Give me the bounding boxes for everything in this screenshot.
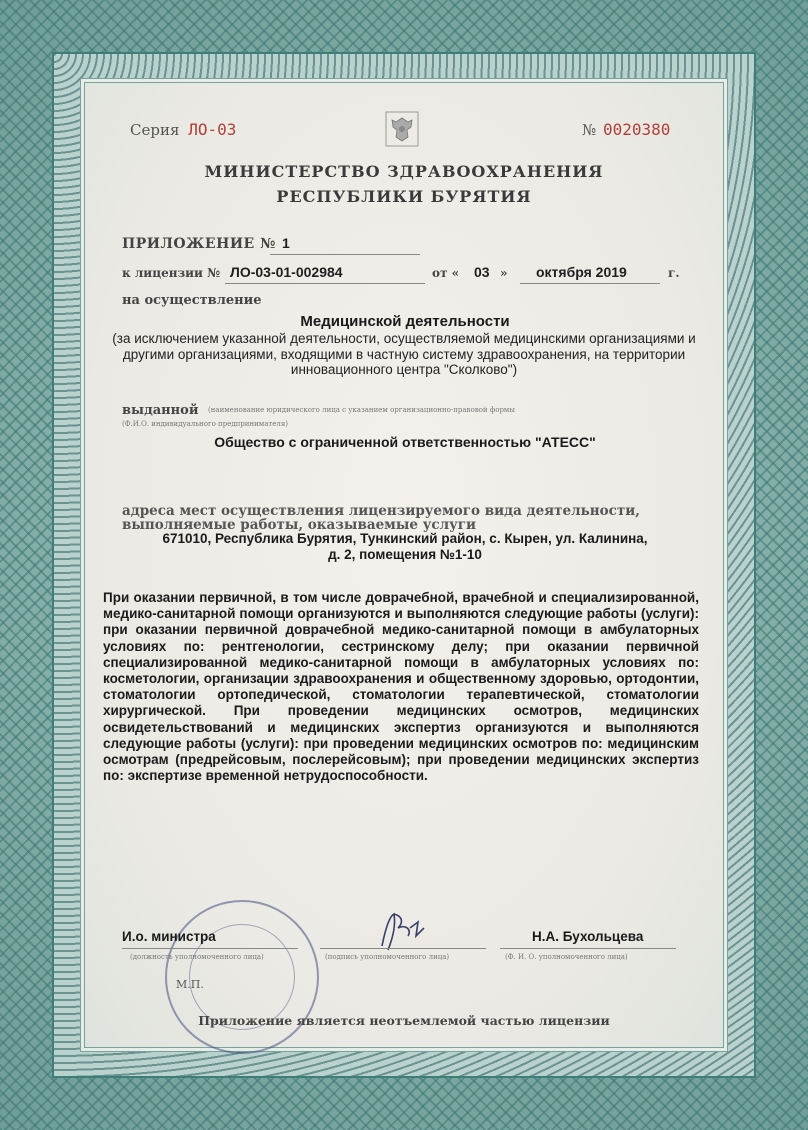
signatory-name: Н.А. Бухольцева (532, 929, 644, 944)
series-label: Серия (130, 121, 180, 139)
official-seal-stamp (165, 900, 319, 1054)
appendix-underline (270, 254, 420, 255)
activity-label: на осуществление (122, 293, 262, 308)
signatory-position: И.о. министра (122, 929, 216, 944)
activity-title: Медицинской деятельности (300, 313, 510, 330)
address-label-line1: адреса мест осуществления лицензируемого вида деятельности, (122, 503, 640, 519)
name-underline (500, 948, 676, 949)
footer-note: Приложение является неотъемлемой частью лицензии (198, 1013, 610, 1028)
license-year-suffix: г. (668, 266, 680, 280)
appendix-label: ПРИЛОЖЕНИЕ № (122, 236, 276, 252)
address-line2: д. 2, помещения №1-10 (328, 547, 482, 562)
licensed-works-description: При оказании первичной, в том числе доврачебной, врачебной и специализированной, медико-санитарной помощи организуются и выполняются следующие работы (услуги): при оказании первичной доврачебной медико-санитарной помощи в амбулаторных условиях по: рентгенологии, сестринскому делу; при оказании первичной специализированной медико-санитарной помощи в амбулаторных условиях по: косметологии, организации здравоохранения и общественному здоровью, ортодонтии, стоматологии ортопедической, стоматологии терапевтической, стоматологии хирургической. При проведении медицинских осмотров, медицинских освидетельствований и медицинских экспертиз организуются и выполняются следующие работы (услуги): при проведении медицинских осмотров по: медицинским осмотрам (предрейсовым, послерейсовым); при проведении медицинских экспертиз по: экспертизе временной нетрудоспособности. (103, 590, 699, 784)
name-hint: (Ф. И. О. уполномоченного лица) (505, 953, 628, 961)
license-date-underline (520, 283, 660, 284)
issued-organization: Общество с ограниченной ответственностью "АТЕСС" (214, 434, 596, 450)
series-row (130, 120, 236, 139)
license-day: 03 (474, 264, 490, 280)
document-paper (84, 82, 724, 1048)
ministry-title-line1: МИНИСТЕРСТВО ЗДРАВООХРАНЕНИЯ (204, 162, 604, 181)
license-label: к лицензии № (122, 266, 221, 280)
position-hint: (должность уполномоченного лица) (130, 953, 264, 961)
license-number: ЛО-03-01-002984 (230, 264, 343, 280)
position-underline (122, 948, 298, 949)
activity-note: (за исключением указанной деятельности, осуществляемой медицинскими организациями и другими организациями, входящими в частную систему здравоохранения, на территории инновационного центра "Сколково") (112, 331, 696, 377)
license-close-quote: » (500, 266, 508, 280)
double-headed-eagle-icon (384, 110, 420, 148)
address-label-line2: выполняемые работы, оказываемые услуги (122, 517, 477, 533)
license-number-underline (225, 283, 425, 284)
license-month-year: октября 2019 (536, 264, 627, 280)
number-row (582, 120, 670, 139)
issued-hint-1: (наименование юридического лица с указанием организационно-правовой формы (208, 406, 515, 414)
series-value: ЛО-03 (188, 120, 237, 139)
number-value: 0020380 (602, 120, 671, 139)
address-line1: 671010, Республика Бурятия, Тункинский район, с. Кырен, ул. Калинина, (162, 531, 648, 546)
signature-hint: (подпись уполномоченного лица) (325, 953, 450, 961)
license-from-label: от « (432, 266, 460, 280)
ministry-title-line2: РЕСПУБЛИКИ БУРЯТИЯ (276, 187, 532, 206)
number-label: № (582, 121, 597, 139)
coat-of-arms-emblem (384, 110, 420, 148)
seal-place-mark: М.П. (176, 978, 204, 991)
issued-label: выданной (122, 403, 199, 418)
issued-hint-2: (Ф.И.О. индивидуального предпринимателя) (122, 420, 289, 428)
signature-underline (320, 948, 486, 949)
appendix-number: 1 (282, 235, 290, 251)
